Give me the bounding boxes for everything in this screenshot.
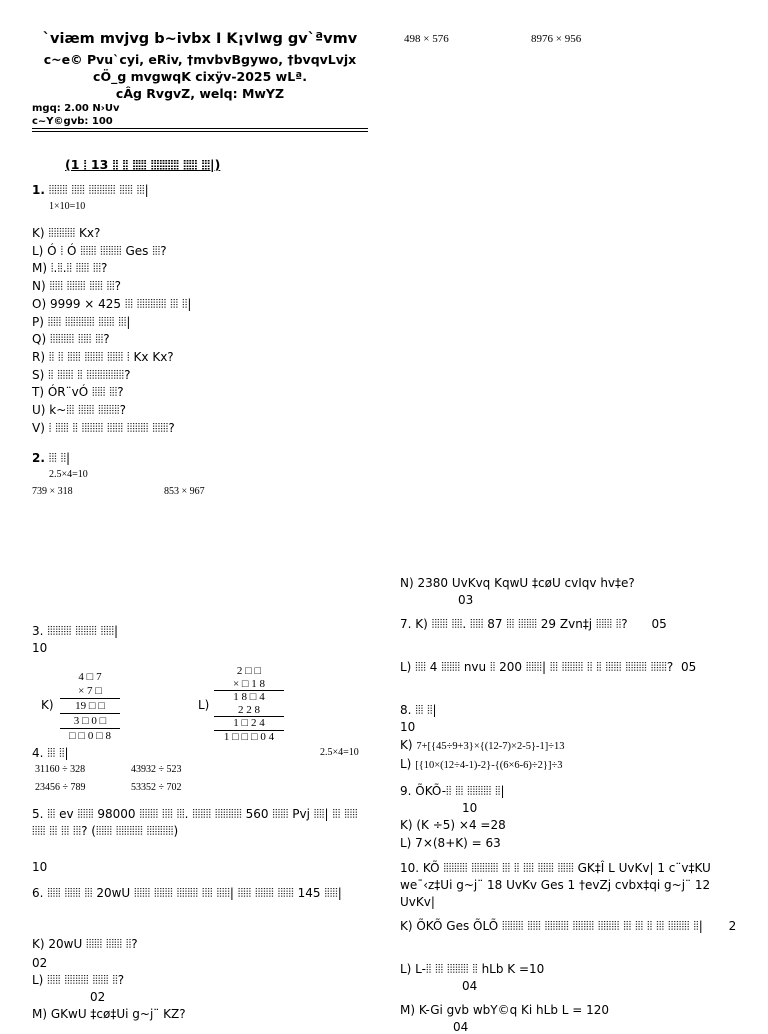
q6-b: L) ⦙⦙⦙⦙⦙ ⦙⦙⦙⦙⦙⦙⦙⦙⦙ ⦙⦙⦙⦙⦙⦙ ⦙⦙? — [32, 973, 125, 987]
q4-problem-3: 23456 ÷ 789 — [35, 782, 86, 793]
q3-marks: 10 — [32, 641, 48, 655]
q6-text: 6. ⦙⦙⦙⦙⦙ ⦙⦙⦙⦙⦙⦙ ⦙⦙⦙ 20wU ⦙⦙⦙⦙⦙⦙ ⦙⦙⦙⦙⦙⦙⦙ ⦙⦙⦙⦙⦙⦙⦙⦙ ⦙⦙⦙⦙ ⦙⦙⦙⦙⦙| ⦙⦙⦙⦙⦙ ⦙⦙⦙⦙⦙⦙⦙ ⦙⦙⦙⦙⦙⦙ 145 ⦙⦙⦙⦙⦙| — [32, 886, 342, 900]
q10-a-marks: 2 — [728, 919, 737, 933]
exam-name: cÖ_g mvgwqK cixÿv-2025 wLª. — [93, 69, 307, 84]
q7-a — [400, 616, 740, 633]
q2-heading — [32, 451, 70, 466]
q1-item: K) ⦙⦙⦙⦙⦙⦙⦙⦙⦙⦙ Kx? — [32, 226, 101, 240]
q8-b — [400, 757, 562, 771]
q9-heading: 9. ÕKÕ-⦙⦙ ⦙⦙⦙ ⦙⦙⦙⦙⦙⦙⦙⦙⦙ ⦙⦙| — [400, 784, 505, 798]
header-rule-bottom — [32, 131, 368, 132]
q1-marks: 1×10=10 — [49, 201, 86, 212]
q1-number: 1. — [32, 183, 45, 197]
q3-l-puzzle — [214, 665, 284, 743]
q6-b-marks: 02 — [90, 990, 106, 1004]
q3-l-row: 2 □ □ — [236, 665, 262, 677]
q10-c: M) K-Gi gvb wbY©q Ki hLb L = 120 — [400, 1003, 610, 1017]
q3-k-label: K) — [41, 698, 54, 712]
q3-k-row: 3 □ 0 □ — [60, 713, 120, 728]
q6-a: K) 20wU ⦙⦙⦙⦙⦙⦙ ⦙⦙⦙⦙⦙⦙ ⦙⦙? — [32, 937, 138, 951]
q2-text: ⦙⦙⦙ ⦙⦙| — [48, 451, 71, 465]
q2-number: 2. — [32, 451, 45, 465]
q10-text: 10. KÕ ⦙⦙⦙⦙⦙⦙⦙⦙⦙ ⦙⦙⦙⦙⦙⦙⦙⦙⦙⦙ ⦙⦙⦙ ⦙⦙ ⦙⦙⦙⦙ ⦙⦙⦙⦙⦙⦙ ⦙⦙⦙⦙⦙⦙ GK‡Î L UvKv| 1 c¨v‡KU we¯‹z‡Ui g~j¨ 18 UvKv Ges 1 †evZj cvbx‡qi g~j¨ 12 UvKv| — [400, 861, 711, 909]
q7-a-marks: 05 — [651, 617, 667, 631]
q7-b-text: L) ⦙⦙⦙⦙ 4 ⦙⦙⦙⦙⦙⦙⦙ nvu ⦙⦙ 200 ⦙⦙⦙⦙⦙⦙| ⦙⦙⦙ ⦙⦙⦙⦙⦙⦙⦙⦙ ⦙⦙ ⦙⦙ ⦙⦙⦙⦙⦙⦙ ⦙⦙⦙⦙⦙⦙⦙⦙ ⦙⦙⦙⦙⦙⦙? — [400, 660, 674, 674]
q1-item: U) k~⦙⦙⦙ ⦙⦙⦙⦙⦙⦙ ⦙⦙⦙⦙⦙⦙⦙⦙? — [32, 403, 126, 418]
q3-heading: 3. ⦙⦙⦙⦙⦙⦙⦙⦙⦙ ⦙⦙⦙⦙⦙⦙⦙⦙ ⦙⦙⦙⦙⦙| — [32, 624, 119, 638]
q1-item: M) ⦙.⦙⦙.⦙⦙ ⦙⦙⦙⦙⦙ ⦙⦙⦙? — [32, 261, 108, 276]
q9-b: L) 7×(8+K) = 63 — [400, 836, 501, 850]
q4-problem-4: 53352 ÷ 702 — [131, 782, 182, 793]
q3-l-row: 1 8 □ 4 — [214, 690, 284, 704]
q6-c: M) GKwU ‡cø‡Ui g~j¨ KZ? — [32, 1007, 186, 1021]
exam-time: mgq: 2.00 N›Uv — [32, 103, 120, 114]
q1-item: Q) ⦙⦙⦙⦙⦙⦙⦙⦙⦙ ⦙⦙⦙⦙⦙ ⦙⦙⦙? — [32, 332, 110, 347]
q1-text: ⦙⦙⦙⦙⦙⦙⦙ ⦙⦙⦙⦙⦙ ⦙⦙⦙⦙⦙⦙⦙⦙⦙⦙ ⦙⦙⦙⦙⦙ ⦙⦙⦙| — [48, 183, 149, 197]
q8-b-expression: [{10×(12÷4-1)-2}-{(6×6-6)÷2}]÷3 — [415, 760, 563, 771]
q7-a-text: 7. K) ⦙⦙⦙⦙⦙⦙ ⦙⦙⦙⦙. ⦙⦙⦙⦙⦙ 87 ⦙⦙⦙ ⦙⦙⦙⦙⦙⦙⦙ 29 Zvn‡j ⦙⦙⦙⦙⦙⦙ ⦙⦙? — [400, 617, 628, 631]
q3-k-row: × 7 □ — [78, 685, 102, 697]
q2-problem-1: 739 × 318 — [32, 486, 73, 497]
q1-item: T) ÓR¨vÓ ⦙⦙⦙⦙⦙ ⦙⦙⦙? — [32, 385, 124, 400]
q3-k-row: 19 □ □ — [60, 698, 120, 713]
q5-marks: 10 — [32, 860, 48, 874]
q8-a-label: K) — [400, 738, 413, 752]
full-marks: c~Y©gvb: 100 — [32, 116, 113, 127]
q1-heading — [32, 183, 149, 198]
q9-marks: 10 — [462, 801, 478, 815]
q3-l-row: 2 2 8 — [238, 703, 260, 716]
q3-k-row: □ □ 0 □ 8 — [60, 728, 120, 743]
q9-a: K) (K ÷5) ×4 =28 — [400, 818, 506, 832]
header-rule-top — [32, 128, 368, 129]
q3-l-row: × □ 1 8 — [232, 677, 266, 690]
q1-item: V) ⦙ ⦙⦙⦙⦙⦙ ⦙⦙ ⦙⦙⦙⦙⦙⦙⦙⦙ ⦙⦙⦙⦙⦙⦙ ⦙⦙⦙⦙⦙⦙⦙⦙ ⦙⦙⦙⦙⦙⦙? — [32, 420, 175, 435]
top-problem-a: 498 × 576 — [404, 33, 449, 45]
q4-problem-1: 31160 ÷ 328 — [35, 764, 86, 775]
class-subject: cÂg RvgvZ, welq: MwYZ — [115, 86, 285, 101]
q1-item: P) ⦙⦙⦙⦙⦙ ⦙⦙⦙⦙⦙⦙⦙⦙⦙⦙⦙ ⦙⦙⦙⦙⦙⦙ ⦙⦙⦙| — [32, 314, 131, 329]
q3-l-label: L) — [198, 698, 210, 712]
q1-item: S) ⦙⦙ ⦙⦙⦙⦙⦙⦙ ⦙⦙ ⦙⦙⦙⦙⦙⦙⦙⦙⦙⦙⦙⦙⦙⦙? — [32, 367, 131, 382]
section-title: (1 ⦙ 13 ⦙⦙ ⦙⦙ ⦙⦙⦙⦙⦙ ⦙⦙⦙⦙⦙⦙⦙⦙⦙⦙ ⦙⦙⦙⦙⦙ ⦙⦙⦙|) — [65, 157, 221, 172]
q1-items — [32, 225, 191, 437]
q4-marks: 2.5×4=10 — [320, 747, 359, 758]
q6-a-marks: 02 — [32, 956, 48, 970]
q7-b-marks: 05 — [681, 660, 697, 674]
q10-a — [400, 918, 740, 935]
q10-b: L) L-⦙⦙ ⦙⦙⦙ ⦙⦙⦙⦙⦙⦙⦙⦙ ⦙⦙ hLb K =10 — [400, 962, 545, 976]
q1-item: R) ⦙⦙ ⦙⦙ ⦙⦙⦙⦙⦙ ⦙⦙⦙⦙⦙⦙⦙ ⦙⦙⦙⦙⦙⦙ ⦙ Kx Kx? — [32, 349, 174, 364]
q4-heading: 4. ⦙⦙⦙ ⦙⦙| — [32, 746, 69, 760]
q3-l-row: 1 □ 2 4 — [214, 716, 284, 730]
q3-k-row: 4 □ 7 — [78, 671, 102, 683]
school-title: `viæm mvjvg b~ivbx I K¡vIwg gv`ªvmv — [42, 31, 358, 47]
q3-l-row: 1 □ □ □ 0 4 — [214, 730, 284, 744]
q1-item: L) Ó ⦙ Ó ⦙⦙⦙⦙⦙⦙ ⦙⦙⦙⦙⦙⦙⦙⦙ Ges ⦙⦙⦙? — [32, 243, 167, 258]
q3-k-puzzle — [60, 670, 120, 743]
q2-marks: 2.5×4=10 — [49, 469, 88, 480]
q8-b-label: L) — [400, 757, 412, 771]
q1-item: N) ⦙⦙⦙⦙⦙ ⦙⦙⦙⦙⦙⦙⦙ ⦙⦙⦙⦙⦙ ⦙⦙⦙? — [32, 279, 122, 294]
q10-a-text: K) ÕKÕ Ges ÕLÕ ⦙⦙⦙⦙⦙⦙⦙⦙ ⦙⦙⦙⦙⦙ ⦙⦙⦙⦙⦙⦙⦙⦙⦙ ⦙⦙⦙⦙⦙⦙⦙⦙ ⦙⦙⦙⦙⦙⦙⦙⦙ ⦙⦙⦙ ⦙⦙⦙ ⦙⦙ ⦙⦙⦙ ⦙⦙⦙⦙⦙⦙⦙⦙ ⦙⦙| — [400, 919, 703, 933]
school-address: c~e© Pvu`cyi, eRiv, †mvbvBgywo, †bvqvLvjx — [43, 52, 357, 67]
q8-marks: 10 — [400, 720, 416, 734]
q7-b — [400, 659, 740, 676]
q6-d: N) 2380 UvKvq KqwU ‡cøU cvIqv hv‡e? — [400, 576, 635, 590]
q8-a — [400, 738, 565, 752]
q8-a-expression: 7+[{45÷9+3}×{(12-7)×2-5}-1]÷13 — [416, 741, 565, 752]
q6-d-marks: 03 — [458, 593, 474, 607]
q2-problem-2: 853 × 967 — [164, 486, 205, 497]
q10-b-marks: 04 — [462, 979, 478, 993]
q8-heading: 8. ⦙⦙⦙ ⦙⦙| — [400, 703, 437, 717]
q1-item: O) 9999 × 425 ⦙⦙⦙ ⦙⦙⦙⦙⦙⦙⦙⦙⦙⦙⦙ ⦙⦙⦙ ⦙⦙| — [32, 296, 192, 311]
q10-c-marks: 04 — [453, 1020, 469, 1034]
q5-text: 5. ⦙⦙⦙ ev ⦙⦙⦙⦙⦙⦙ 98000 ⦙⦙⦙⦙⦙⦙⦙ ⦙⦙⦙⦙ ⦙⦙⦙. ⦙⦙⦙⦙⦙⦙⦙ ⦙⦙⦙⦙⦙⦙⦙⦙⦙⦙ 560 ⦙⦙⦙⦙⦙⦙ Pvj ⦙⦙⦙⦙| ⦙⦙⦙ ⦙⦙⦙⦙⦙ ⦙⦙⦙⦙⦙ ⦙⦙⦙ ⦙⦙⦙ ⦙⦙⦙? (⦙⦙⦙⦙⦙⦙ ⦙⦙⦙⦙⦙⦙⦙⦙⦙⦙ ⦙⦙⦙⦙⦙⦙⦙⦙⦙⦙) — [32, 807, 358, 838]
q4-problem-2: 43932 ÷ 523 — [131, 764, 182, 775]
top-problem-b: 8976 × 956 — [531, 33, 582, 45]
